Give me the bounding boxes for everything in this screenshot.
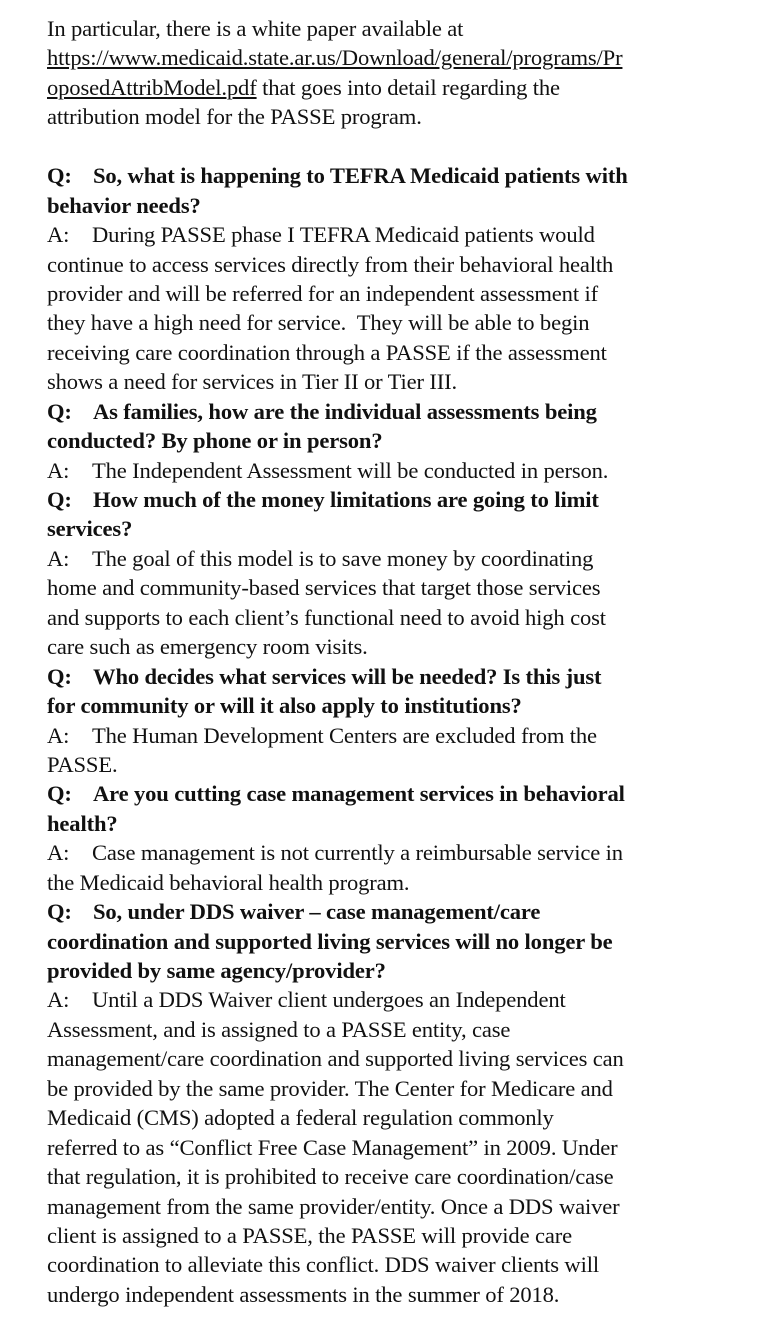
- answer: [47, 985, 747, 1309]
- paragraph-gap: [47, 132, 747, 161]
- answer-text: coordination to alleviate this conflict. DDS waiver clients will: [47, 1252, 599, 1278]
- question-text: Are you cutting case management services in behavioral: [93, 781, 625, 807]
- answer-line: [47, 1015, 747, 1044]
- answer-line: [47, 838, 747, 867]
- intro-line: attribution model for the PASSE program.: [47, 104, 422, 130]
- answer-line: [47, 750, 747, 779]
- answer-line: [47, 308, 747, 337]
- qa-list: [47, 161, 747, 1309]
- answer-text: During PASSE phase I TEFRA Medicaid patients would: [92, 222, 595, 248]
- answer-label: A:: [47, 840, 70, 866]
- question: [47, 662, 747, 721]
- answer-text: The Independent Assessment will be conducted in person.: [92, 457, 609, 483]
- answer-line: [47, 985, 747, 1014]
- question-text: health?: [47, 810, 118, 836]
- answer: [47, 220, 747, 397]
- answer-text: undergo independent assessments in the summer of 2018.: [47, 1281, 560, 1307]
- question: [47, 897, 747, 985]
- question-line: [47, 191, 747, 220]
- question-label: Q:: [47, 663, 72, 689]
- answer-line: [47, 456, 747, 485]
- answer-line: [47, 1044, 747, 1073]
- intro-paragraph: [47, 14, 747, 132]
- answer-label: A:: [47, 457, 70, 483]
- answer-text: The Human Development Centers are excluded from the: [92, 722, 597, 748]
- answer-text: referred to as “Conflict Free Case Management” in 2009. Under: [47, 1134, 618, 1160]
- answer-text: provider and will be referred for an independent assessment if: [47, 280, 598, 306]
- answer: [47, 456, 747, 485]
- qa-item: [47, 662, 747, 780]
- intro-line: In particular, there is a white paper available at: [47, 16, 464, 41]
- answer-text: Medicaid (CMS) adopted a federal regulation commonly: [47, 1105, 554, 1131]
- question-line: [47, 927, 747, 956]
- answer-text: PASSE.: [47, 751, 118, 777]
- question: [47, 397, 747, 456]
- question-label: Q:: [47, 781, 72, 807]
- answer-text: The goal of this model is to save money by coordinating: [92, 545, 594, 571]
- answer-text: client is assigned to a PASSE, the PASSE will provide care: [47, 1222, 572, 1248]
- question-line: [47, 161, 747, 190]
- qa-item: [47, 397, 747, 485]
- answer-label: A:: [47, 545, 70, 571]
- answer-line: [47, 1133, 747, 1162]
- answer-text: Assessment, and is assigned to a PASSE entity, case: [47, 1016, 511, 1042]
- document-page: [47, 14, 747, 1309]
- question-label: Q:: [47, 899, 72, 925]
- answer-line: [47, 1280, 747, 1309]
- answer-text: be provided by the same provider. The Center for Medicare and: [47, 1075, 613, 1101]
- answer-line: [47, 367, 747, 396]
- answer-text: that regulation, it is prohibited to receive care coordination/case: [47, 1164, 614, 1190]
- question-line: [47, 956, 747, 985]
- question-label: Q:: [47, 398, 72, 424]
- answer-line: [47, 721, 747, 750]
- question-text: So, what is happening to TEFRA Medicaid patients with: [93, 163, 628, 189]
- white-paper-link[interactable]: https://www.medicaid.state.ar.us/Download/general/programs/Pr: [47, 45, 623, 71]
- question-line: [47, 779, 747, 808]
- answer-text: care such as emergency room visits.: [47, 634, 368, 660]
- answer-text: Until a DDS Waiver client undergoes an Independent: [92, 987, 566, 1013]
- answer-text: the Medicaid behavioral health program.: [47, 869, 410, 895]
- white-paper-link-continued[interactable]: oposedAttribModel.pdf: [47, 74, 257, 100]
- answer-line: [47, 603, 747, 632]
- question: [47, 779, 747, 838]
- question-line: [47, 691, 747, 720]
- question-text: Who decides what services will be needed? Is this just: [93, 663, 602, 689]
- qa-item: [47, 779, 747, 897]
- answer-text: receiving care coordination through a PASSE if the assessment: [47, 339, 607, 365]
- intro-text: that goes into detail regarding the: [256, 74, 560, 100]
- question: [47, 485, 747, 544]
- question-text: How much of the money limitations are going to limit: [93, 487, 599, 512]
- answer: [47, 721, 747, 780]
- answer-text: management/care coordination and supported living services can: [47, 1046, 624, 1072]
- question: [47, 161, 747, 220]
- answer-text: Case management is not currently a reimbursable service in: [92, 840, 623, 866]
- question-label: Q:: [47, 163, 72, 189]
- question-text: services?: [47, 516, 133, 542]
- question-line: [47, 897, 747, 926]
- question-line: [47, 485, 747, 514]
- question-line: [47, 426, 747, 455]
- answer-line: [47, 1103, 747, 1132]
- question-line: [47, 397, 747, 426]
- answer-line: [47, 338, 747, 367]
- qa-item: [47, 897, 747, 1309]
- question-label: Q:: [47, 487, 72, 512]
- answer-text: shows a need for services in Tier II or Tier III.: [47, 369, 457, 395]
- answer-text: and supports to each client’s functional need to avoid high cost: [47, 604, 606, 630]
- qa-item: [47, 161, 747, 397]
- answer-line: [47, 1250, 747, 1279]
- question-text: behavior needs?: [47, 192, 201, 218]
- answer-label: A:: [47, 222, 70, 248]
- intro-line: [47, 43, 747, 72]
- answer-label: A:: [47, 987, 70, 1013]
- question-line: [47, 809, 747, 838]
- answer-line: [47, 220, 747, 249]
- question-text: provided by same agency/provider?: [47, 958, 386, 983]
- answer: [47, 838, 747, 897]
- answer-text: home and community-based services that target those services: [47, 575, 601, 601]
- question-text: coordination and supported living services will no longer be: [47, 928, 613, 954]
- question-text: conducted? By phone or in person?: [47, 428, 383, 454]
- intro-line: [47, 73, 747, 102]
- answer-line: [47, 1162, 747, 1191]
- answer-line: [47, 632, 747, 661]
- qa-item: [47, 485, 747, 662]
- answer: [47, 544, 747, 662]
- answer-line: [47, 279, 747, 308]
- question-text: for community or will it also apply to institutions?: [47, 693, 522, 719]
- answer-line: [47, 868, 747, 897]
- question-line: [47, 514, 747, 543]
- answer-line: [47, 250, 747, 279]
- answer-line: [47, 544, 747, 573]
- question-line: [47, 662, 747, 691]
- question-text: As families, how are the individual assessments being: [93, 398, 597, 424]
- question-text: So, under DDS waiver – case management/care: [93, 899, 541, 925]
- answer-label: A:: [47, 722, 70, 748]
- answer-line: [47, 1221, 747, 1250]
- answer-line: [47, 1192, 747, 1221]
- answer-line: [47, 1074, 747, 1103]
- answer-text: continue to access services directly from their behavioral health: [47, 251, 614, 277]
- answer-text: they have a high need for service. They will be able to begin: [47, 310, 590, 336]
- answer-text: management from the same provider/entity. Once a DDS waiver: [47, 1193, 620, 1219]
- answer-line: [47, 573, 747, 602]
